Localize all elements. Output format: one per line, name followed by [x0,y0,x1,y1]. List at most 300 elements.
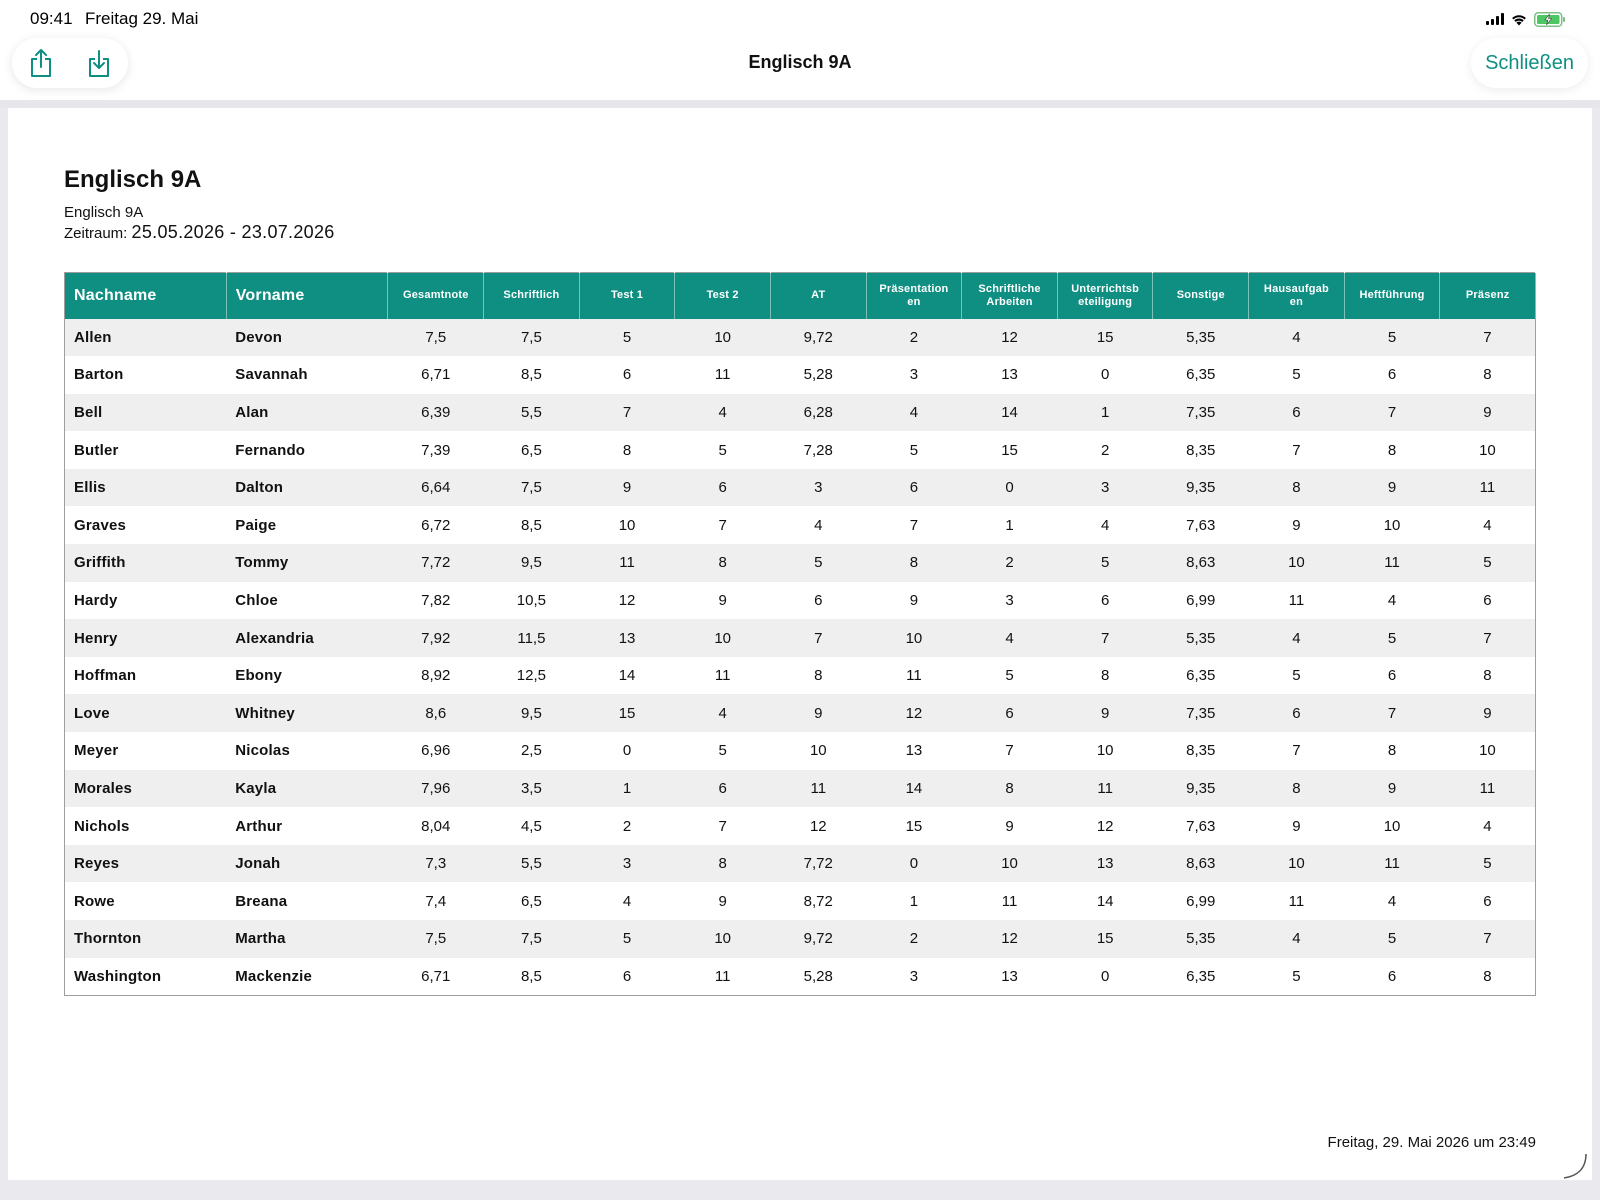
column-header-label: Präsenz [1465,289,1510,302]
grade-cell: 8,92 [388,657,484,695]
document-title: Englisch 9A [64,166,202,193]
grade-cell: 9 [1249,506,1345,544]
grade-cell: 4 [770,506,866,544]
grade-cell: 12 [770,807,866,845]
grade-cell: 6 [1249,394,1345,432]
column-header-label: Sonstige [1176,289,1225,302]
grade-cell: 6,35 [1153,657,1249,695]
status-icons [1486,11,1566,27]
grade-cell: 3,5 [484,770,580,808]
grade-cell: 7,35 [1153,694,1249,732]
grade-cell: 5 [1440,544,1536,582]
grade-cell: 12 [579,582,675,620]
grade-cell: 12,5 [484,657,580,695]
grade-cell: 5,35 [1153,319,1249,357]
date-range [64,222,335,243]
last-name-cell: Barton [65,356,227,394]
table-row [65,770,1536,808]
grade-cell: 7 [1344,394,1440,432]
grade-cell: 7,39 [388,431,484,469]
grade-cell: 6,99 [1153,882,1249,920]
last-name-cell: Griffith [65,544,227,582]
date-range-label: Zeitraum: [64,225,128,242]
grade-cell: 11 [675,657,771,695]
grade-cell: 15 [579,694,675,732]
grade-cell: 6,5 [484,882,580,920]
grade-cell: 8 [1249,770,1345,808]
grade-cell: 6 [1249,694,1345,732]
grade-cell: 1 [1057,394,1153,432]
grade-cell: 12 [866,694,962,732]
grade-cell: 14 [962,394,1058,432]
grade-cell: 7,3 [388,845,484,883]
grade-cell: 6,28 [770,394,866,432]
status-date: Freitag 29. Mai [85,9,199,28]
grade-cell: 9 [1344,770,1440,808]
grade-cell: 8 [1344,732,1440,770]
grade-cell: 13 [866,732,962,770]
table-row [65,694,1536,732]
first-name-cell: Ebony [226,657,388,695]
first-name-cell: Martha [226,920,388,958]
grade-cell: 8 [1440,657,1536,695]
last-name-cell: Allen [65,319,227,357]
first-name-cell: Jonah [226,845,388,883]
grade-cell: 5 [675,732,771,770]
grade-cell: 11 [1057,770,1153,808]
status-bar [0,0,1600,38]
wifi-icon [1510,12,1528,26]
grade-cell: 0 [579,732,675,770]
grade-cell: 2 [1057,431,1153,469]
grade-cell: 5,35 [1153,920,1249,958]
column-header [1344,273,1440,319]
table-row [65,619,1536,657]
column-header-label: Hausaufgab [1263,282,1329,295]
grade-cell: 7 [1344,694,1440,732]
column-header [484,273,580,319]
first-name-cell: Whitney [226,694,388,732]
grade-cell: 6 [770,582,866,620]
toolbar [0,38,1600,100]
column-header [1249,273,1345,319]
grade-cell: 13 [1057,845,1153,883]
grade-cell: 3 [770,469,866,507]
grade-cell: 6,64 [388,469,484,507]
table-row [65,582,1536,620]
grade-cell: 9 [1344,469,1440,507]
grade-cell: 6 [1344,958,1440,996]
first-name-cell: Paige [226,506,388,544]
grade-cell: 9,35 [1153,770,1249,808]
grade-cell: 6,39 [388,394,484,432]
grade-cell: 8 [675,544,771,582]
grade-cell: 10 [962,845,1058,883]
last-name-cell: Henry [65,619,227,657]
column-header-label: Test 1 [610,289,644,302]
column-header [388,273,484,319]
grade-cell: 11 [866,657,962,695]
grade-cell: 8 [1344,431,1440,469]
last-name-cell: Reyes [65,845,227,883]
grade-cell: 11 [1440,469,1536,507]
grade-cell: 4 [1440,506,1536,544]
grade-cell: 5 [1249,958,1345,996]
grade-cell: 11 [1344,845,1440,883]
column-header-label-cont: en [1289,295,1304,308]
grade-cell: 5 [579,920,675,958]
grade-cell: 7 [1249,431,1345,469]
grade-cell: 11 [675,958,771,996]
date-range-value: 25.05.2026 - 23.07.2026 [131,222,335,242]
grade-cell: 10 [1344,506,1440,544]
grade-cell: 6 [1344,657,1440,695]
grade-cell: 7,63 [1153,506,1249,544]
table-row [65,732,1536,770]
grade-cell: 8,35 [1153,732,1249,770]
grade-cell: 12 [962,920,1058,958]
table-row [65,394,1536,432]
last-name-cell: Ellis [65,469,227,507]
grade-cell: 6,72 [388,506,484,544]
first-name-cell: Savannah [226,356,388,394]
grade-cell: 7,72 [770,845,866,883]
column-header-label: Vorname [235,287,305,305]
grade-cell: 1 [866,882,962,920]
grade-cell: 5 [1344,319,1440,357]
grade-cell: 7,5 [484,920,580,958]
grade-cell: 8,5 [484,356,580,394]
grades-table [64,272,1536,996]
grade-cell: 10 [579,506,675,544]
column-header-label-cont: eteiligung [1078,295,1133,308]
grade-cell: 7,96 [388,770,484,808]
grade-cell: 9 [1440,694,1536,732]
grade-cell: 2 [962,544,1058,582]
grade-cell: 1 [579,770,675,808]
grade-cell: 6 [1440,582,1536,620]
first-name-cell: Mackenzie [226,958,388,996]
last-name-cell: Morales [65,770,227,808]
close-button[interactable]: Schließen [1471,38,1588,88]
grade-cell: 8,63 [1153,845,1249,883]
grade-cell: 4 [1249,619,1345,657]
grade-cell: 3 [866,958,962,996]
grade-cell: 0 [866,845,962,883]
table-row [65,469,1536,507]
table-row [65,920,1536,958]
grade-cell: 7,92 [388,619,484,657]
grade-cell: 9,5 [484,694,580,732]
grade-cell: 14 [579,657,675,695]
grade-cell: 6 [675,469,771,507]
grade-cell: 8,5 [484,958,580,996]
table-body [65,319,1536,996]
grade-cell: 9 [1440,394,1536,432]
grade-cell: 4,5 [484,807,580,845]
grade-cell: 7 [579,394,675,432]
grade-cell: 7,72 [388,544,484,582]
grade-cell: 7 [675,807,771,845]
first-name-cell: Dalton [226,469,388,507]
grade-cell: 5,28 [770,356,866,394]
grade-cell: 5,35 [1153,619,1249,657]
column-header [1153,273,1249,319]
grade-cell: 6 [675,770,771,808]
grade-cell: 12 [962,319,1058,357]
grade-cell: 13 [579,619,675,657]
grade-cell: 4 [1344,882,1440,920]
grade-cell: 7 [1249,732,1345,770]
grade-cell: 6 [1440,882,1536,920]
grade-cell: 9,72 [770,319,866,357]
grade-cell: 6,5 [484,431,580,469]
grade-cell: 5,5 [484,845,580,883]
grade-cell: 9 [675,882,771,920]
status-time: 09:41 [30,9,73,28]
column-header-label-cont: en [907,295,921,308]
grade-cell: 15 [866,807,962,845]
table-row [65,356,1536,394]
grade-cell: 8,72 [770,882,866,920]
grade-cell: 8,35 [1153,431,1249,469]
grade-cell: 15 [1057,319,1153,357]
grade-cell: 5 [1344,619,1440,657]
last-name-cell: Nichols [65,807,227,845]
table-row [65,845,1536,883]
last-name-cell: Graves [65,506,227,544]
grade-cell: 8,63 [1153,544,1249,582]
grade-cell: 3 [579,845,675,883]
grade-cell: 5 [675,431,771,469]
grade-cell: 7,82 [388,582,484,620]
table-row [65,544,1536,582]
grade-cell: 4 [1057,506,1153,544]
grade-cell: 10 [675,319,771,357]
grade-cell: 4 [675,694,771,732]
grade-cell: 10 [675,920,771,958]
column-header [1057,273,1153,319]
grade-cell: 13 [962,958,1058,996]
grade-cell: 14 [866,770,962,808]
column-header [962,273,1058,319]
grade-cell: 11,5 [484,619,580,657]
column-header-label: AT [811,289,826,302]
grade-cell: 8 [1440,356,1536,394]
table-row [65,657,1536,695]
grade-cell: 4 [1249,319,1345,357]
grade-cell: 6 [962,694,1058,732]
grade-cell: 0 [1057,356,1153,394]
grade-cell: 5 [1249,356,1345,394]
column-header-label: Schriftliche [978,282,1041,295]
grade-cell: 8,5 [484,506,580,544]
grade-cell: 9,35 [1153,469,1249,507]
table-row [65,431,1536,469]
grade-cell: 15 [962,431,1058,469]
grade-cell: 9 [866,582,962,620]
grade-cell: 4 [962,619,1058,657]
grade-cell: 7,28 [770,431,866,469]
grade-cell: 5 [579,319,675,357]
battery-charging-icon [1534,12,1566,27]
table-row [65,506,1536,544]
last-name-cell: Thornton [65,920,227,958]
grade-cell: 0 [1057,958,1153,996]
toolbar-title: Englisch 9A [748,52,852,72]
grade-cell: 11 [1249,582,1345,620]
grade-cell: 6,35 [1153,356,1249,394]
grade-cell: 8 [1249,469,1345,507]
grade-cell: 3 [1057,469,1153,507]
column-header [226,273,388,319]
grade-cell: 5 [1344,920,1440,958]
column-header-label: Gesamtnote [402,289,469,302]
grade-cell: 4 [1344,582,1440,620]
grade-cell: 7 [770,619,866,657]
last-name-cell: Hardy [65,582,227,620]
grade-cell: 8,04 [388,807,484,845]
first-name-cell: Kayla [226,770,388,808]
last-name-cell: Meyer [65,732,227,770]
grade-cell: 9,5 [484,544,580,582]
grade-cell: 7 [1440,319,1536,357]
grade-cell: 11 [1440,770,1536,808]
column-header [579,273,675,319]
grade-cell: 4 [1440,807,1536,845]
grade-cell: 5 [866,431,962,469]
grade-cell: 8 [579,431,675,469]
grade-cell: 7,5 [388,319,484,357]
first-name-cell: Nicolas [226,732,388,770]
grade-cell: 6,99 [1153,582,1249,620]
last-name-cell: Love [65,694,227,732]
grade-cell: 10 [1344,807,1440,845]
document-subtitle: Englisch 9A [64,204,144,221]
grade-cell: 11 [579,544,675,582]
column-header-label: Heftführung [1359,289,1425,302]
first-name-cell: Arthur [226,807,388,845]
first-name-cell: Tommy [226,544,388,582]
first-name-cell: Alan [226,394,388,432]
grade-cell: 7,5 [484,319,580,357]
grade-cell: 13 [962,356,1058,394]
table-header-row [65,273,1536,319]
grade-cell: 10 [1057,732,1153,770]
column-header [675,273,771,319]
grade-cell: 10 [675,619,771,657]
grade-cell: 4 [675,394,771,432]
grade-cell: 8 [770,657,866,695]
grade-cell: 11 [1249,882,1345,920]
grade-cell: 6 [579,356,675,394]
grade-cell: 5 [770,544,866,582]
grade-cell: 11 [962,882,1058,920]
grade-cell: 8 [1440,958,1536,996]
last-name-cell: Washington [65,958,227,996]
grade-cell: 2 [579,807,675,845]
grade-cell: 3 [866,356,962,394]
grade-cell: 11 [1344,544,1440,582]
grade-cell: 7,63 [1153,807,1249,845]
grade-cell: 4 [866,394,962,432]
column-header-label: Unterrichtsb [1071,282,1140,295]
grade-cell: 2,5 [484,732,580,770]
column-header-label: Test 2 [706,289,739,302]
cellular-signal-icon [1486,13,1504,25]
grade-cell: 11 [770,770,866,808]
first-name-cell: Devon [226,319,388,357]
grade-cell: 10 [770,732,866,770]
column-header [866,273,962,319]
grade-cell: 10 [1249,544,1345,582]
grade-cell: 7 [1440,920,1536,958]
grade-cell: 6,35 [1153,958,1249,996]
grade-cell: 7,5 [484,469,580,507]
first-name-cell: Alexandria [226,619,388,657]
column-header-label: Präsentation [879,282,949,295]
toolbar-divider [0,100,1600,108]
grade-cell: 8,6 [388,694,484,732]
grade-cell: 5 [1440,845,1536,883]
grade-cell: 12 [1057,807,1153,845]
table-row [65,882,1536,920]
grade-cell: 9 [1249,807,1345,845]
last-name-cell: Bell [65,394,227,432]
grade-cell: 5,5 [484,394,580,432]
grade-cell: 10 [1249,845,1345,883]
grade-cell: 7 [866,506,962,544]
grade-cell: 6 [1344,356,1440,394]
grade-cell: 6,96 [388,732,484,770]
grade-cell: 5 [962,657,1058,695]
grade-cell: 9 [579,469,675,507]
grade-cell: 9 [1057,694,1153,732]
grade-cell: 7,4 [388,882,484,920]
grade-cell: 3 [962,582,1058,620]
grade-cell: 1 [962,506,1058,544]
table-row [65,319,1536,357]
column-header [770,273,866,319]
grade-cell: 6,71 [388,356,484,394]
grade-cell: 5 [1057,544,1153,582]
grade-cell: 14 [1057,882,1153,920]
column-header-label-cont: Arbeiten [986,295,1033,308]
page-curl-icon [1560,1152,1588,1180]
grade-cell: 6,71 [388,958,484,996]
grade-cell: 8 [1057,657,1153,695]
grade-cell: 8 [866,544,962,582]
grade-cell: 10 [1440,732,1536,770]
grade-cell: 9 [675,582,771,620]
column-header-label: Schriftlich [503,289,560,302]
grade-cell: 10 [866,619,962,657]
document-preview[interactable] [8,108,1592,1180]
grade-cell: 4 [579,882,675,920]
table-row [65,958,1536,996]
grade-cell: 2 [866,920,962,958]
column-header [1440,273,1536,319]
grade-cell: 0 [962,469,1058,507]
grade-cell: 8 [962,770,1058,808]
column-header-label: Nachname [74,287,157,305]
last-name-cell: Butler [65,431,227,469]
grade-cell: 7 [962,732,1058,770]
grade-cell: 9 [770,694,866,732]
grade-cell: 15 [1057,920,1153,958]
grade-cell: 7 [1440,619,1536,657]
grade-cell: 6 [579,958,675,996]
